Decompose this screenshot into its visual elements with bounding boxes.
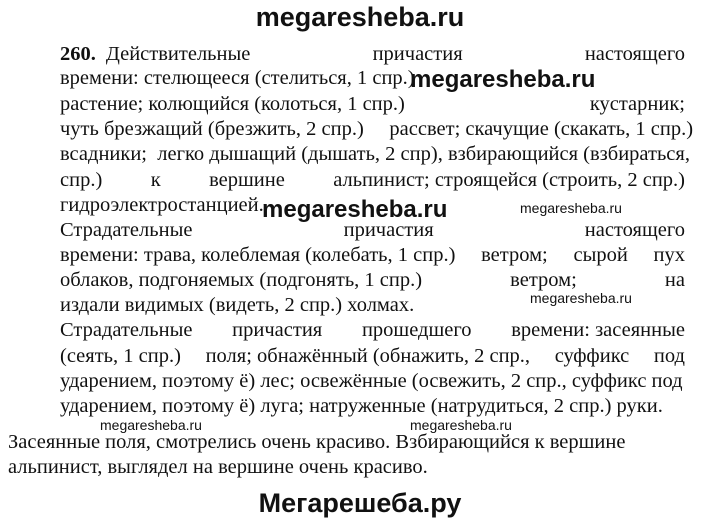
line-9-part-c: сырой [573, 244, 628, 266]
text-line-11: издали видимых (видеть, 2 спр.) холмах. [60, 294, 415, 316]
exercise-number: 260. [60, 43, 96, 65]
line-12-part-a: Страдательные [60, 319, 193, 341]
watermark-2: megaresheba.ru [262, 196, 448, 223]
watermark-3: megaresheba.ru [520, 200, 622, 216]
line-12-part-c: прошедшего [361, 319, 472, 341]
watermark-1: megaresheba.ru [410, 66, 596, 93]
text-line-3 [60, 92, 685, 116]
line-13-part-c: суффикс [554, 345, 630, 367]
text-line-9 [60, 243, 685, 267]
line-9-part-a: времени: трава, колеблемая (колебать, 1 спр.) [60, 244, 456, 266]
text-line-10 [60, 268, 685, 292]
line-12-part-d: времени: засеянные [511, 319, 685, 341]
line-6-part-b: к [150, 169, 161, 191]
text-line-2: времени: стелющееся (стелиться, 1 спр.) [60, 67, 415, 89]
line-6-part-a: спр.) [60, 169, 103, 191]
text-line-7: гидроэлектростанцией. [60, 194, 264, 216]
text-line-17: альпинист, выглядел на вершине очень красиво. [8, 456, 428, 478]
text-line-1 [60, 42, 685, 66]
line-9-part-b: ветром; [481, 244, 548, 266]
site-footer: Мегарешеба.ру [258, 488, 462, 518]
text-line-13 [60, 344, 685, 368]
line-13-part-d: под [653, 345, 685, 367]
line-13-part-b: поля; обнажённый (обнажить, 2 спр., [205, 345, 531, 367]
line-12-part-b: причастия [232, 319, 323, 341]
line-6-part-d: альпинист; строящейся (строить, 2 спр.) [333, 169, 685, 191]
line-8-word-c: настоящего [584, 219, 685, 241]
text-line-4: чуть брезжащий (брезжить, 2 спр.) рассвет; скачущие (скакать, 1 спр.) [60, 118, 694, 140]
line-6-part-c: вершине [209, 169, 285, 191]
line-1-word-a: Действительные [105, 43, 251, 65]
text-line-15: ударением, поэтому ё) луга; натруженные (натрудиться, 2 спр.) руки. [60, 395, 663, 417]
line-1-start [60, 42, 250, 66]
text-line-14: ударением, поэтому ё) лес; освежённые (освежить, 2 спр., суффикс под [60, 370, 683, 392]
text-line-6 [60, 168, 685, 192]
line-8-word-a: Страдательные [60, 219, 193, 241]
line-3-part-a: растение; колющийся (колоться, 1 спр.) [60, 93, 405, 115]
text-line-16: Засеянные поля, смотрелись очень красиво. Взбирающийся к вершине [8, 431, 626, 453]
text-line-12 [60, 318, 685, 342]
watermark-4: megaresheba.ru [530, 290, 632, 306]
line-10-part-b: ветром; [510, 269, 577, 291]
line-9-part-d: пух [653, 244, 685, 266]
site-header: megaresheba.ru [255, 2, 465, 32]
line-10-part-c: на [664, 269, 685, 291]
line-1-word-b: причастия [372, 43, 463, 65]
line-8-word-b: причастия [343, 219, 434, 241]
line-10-part-a: облаков, подгоняемых (подгонять, 1 спр.) [60, 269, 423, 291]
line-13-part-a: (сеять, 1 спр.) [60, 345, 181, 367]
watermark-5: megaresheba.ru [100, 417, 202, 433]
line-3-part-b: кустарник; [589, 93, 685, 115]
text-line-5: всадники; легко дышащий (дышать, 2 спр), взбирающийся (взбираться, [60, 143, 690, 165]
line-1-word-c: настоящего [584, 43, 685, 65]
watermark-6: megaresheba.ru [410, 417, 512, 433]
